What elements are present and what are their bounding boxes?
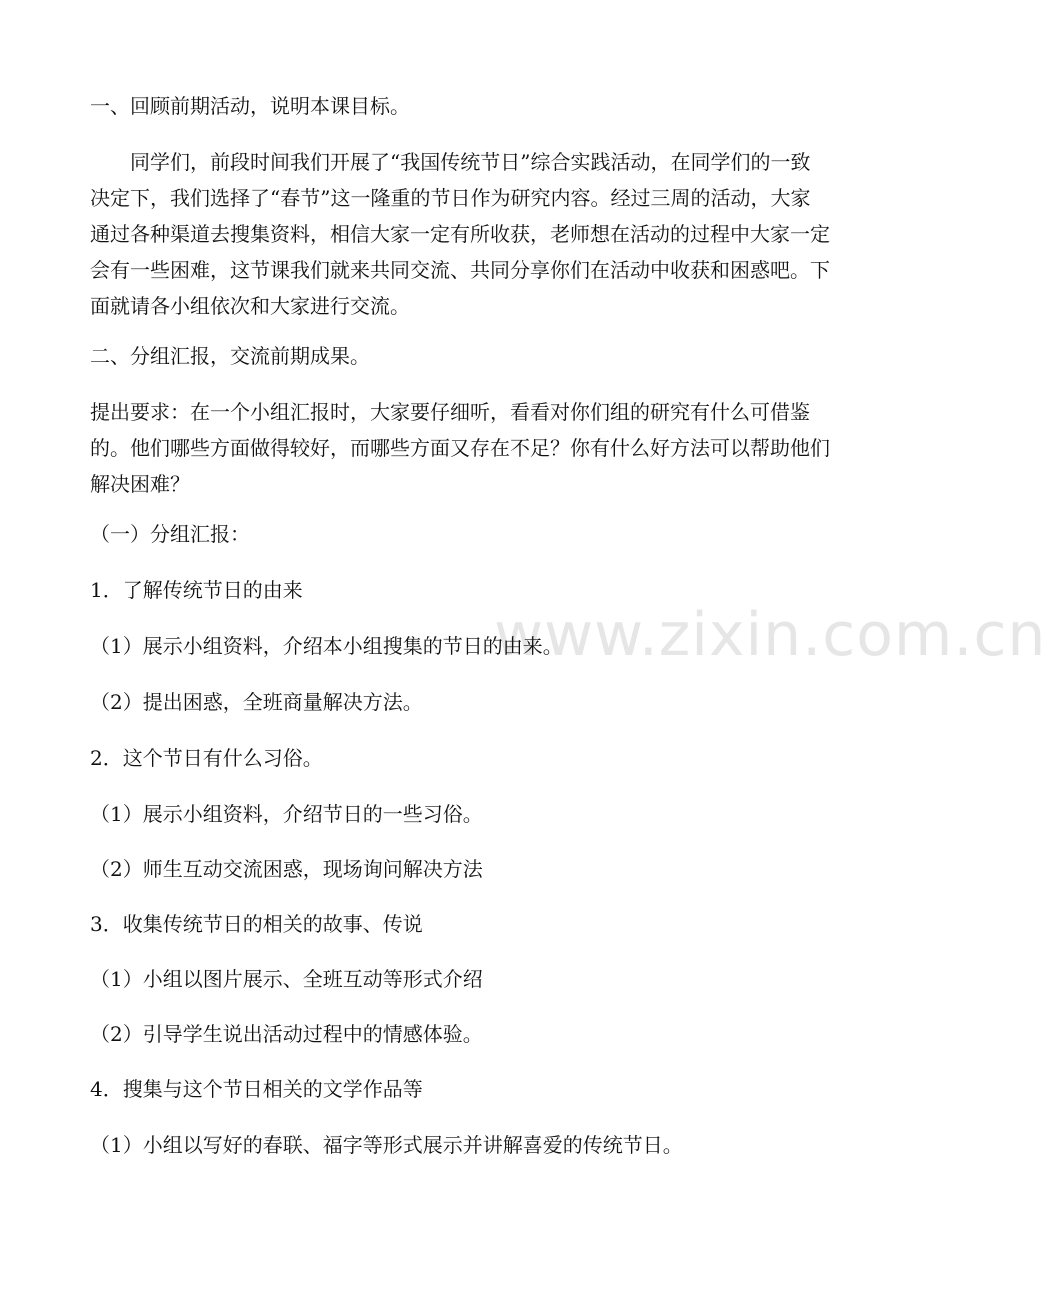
watermark: www.zixin.com.cn xyxy=(494,600,1046,670)
list-item-2: 2．这个节日有什么习俗。 xyxy=(90,746,323,770)
list-item-1: 1．了解传统节日的由来 xyxy=(90,578,303,602)
list-subitem-3-1: （1）小组以图片展示、全班互动等形式介绍 xyxy=(90,967,483,991)
list-subitem-4-1: （1）小组以写好的春联、福字等形式展示并讲解喜爱的传统节日。 xyxy=(90,1133,683,1157)
list-item-3: 3．收集传统节日的相关的故事、传说 xyxy=(90,912,423,936)
section-heading-2: 二、分组汇报，交流前期成果。 xyxy=(90,344,370,368)
list-item-4: 4．搜集与这个节日相关的文学作品等 xyxy=(90,1077,423,1101)
section-heading-1: 一、回顾前期活动，说明本课目标。 xyxy=(90,94,410,118)
list-subitem-2-2: （2）师生互动交流困惑，现场询问解决方法 xyxy=(90,857,483,881)
list-subitem-1-2: （2）提出困惑，全班商量解决方法。 xyxy=(90,690,423,714)
subsection-heading: （一）分组汇报： xyxy=(90,522,250,546)
list-subitem-3-2: （2）引导学生说出活动过程中的情感体验。 xyxy=(90,1022,483,1046)
intro-paragraph: 同学们，前段时间我们开展了“我国传统节日”综合实践活动，在同学们的一致决定下，我们选择了“春节”这一隆重的节日作为研究内容。经过三周的活动，大家通过各种渠道去搜集资料，相信大家一定有所收获，老师想在活动的过程中大家一定会有一些困难，这节课我们就来共同交流、共同分享你们在活动中收获和困惑吧。下面就请各小组依次和大家进行交流。 xyxy=(90,150,830,318)
list-subitem-1-1: （1）展示小组资料，介绍本小组搜集的节日的由来。 xyxy=(90,634,563,658)
list-subitem-2-1: （1）展示小组资料，介绍节日的一些习俗。 xyxy=(90,802,483,826)
requirements-paragraph: 提出要求：在一个小组汇报时，大家要仔细听，看看对你们组的研究有什么可借鉴的。他们哪些方面做得较好，而哪些方面又存在不足？你有什么好方法可以帮助他们解决困难？ xyxy=(90,400,830,496)
